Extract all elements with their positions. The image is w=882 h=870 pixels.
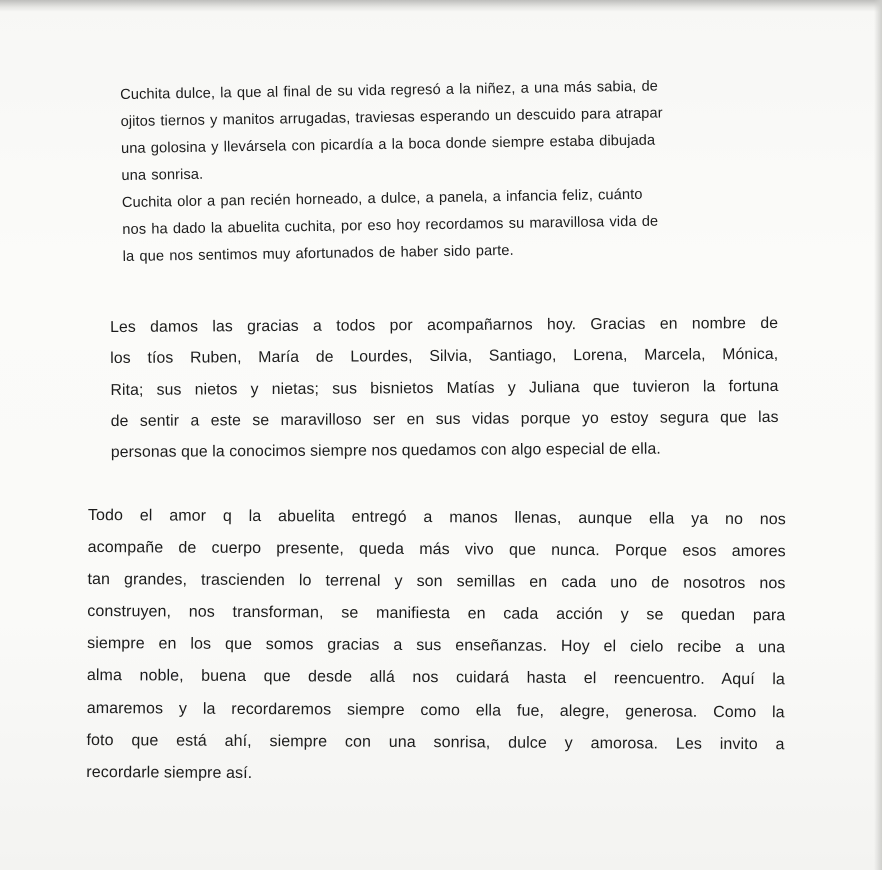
paragraph-farewell (86, 500, 786, 793)
paragraph-thanks (110, 308, 779, 469)
text-line: nos ha dado la abuelita cuchita, por eso hoy recordamos su maravillosa vida de (122, 213, 659, 238)
text-line: de sentir a este se maravilloso ser en sus vidas porque yo estoy segura que las (110, 408, 779, 430)
text-line: Todo el amor q la abuelita entregó a manos llenas, aunque ella ya no nos (87, 506, 786, 529)
paper-right-edge-shadow (874, 0, 882, 870)
text-line: Cuchita dulce, la que al final de su vida regresó a la niñez, a una más sabia, de (120, 78, 659, 103)
text-line: una golosina y llevársela con picardía a la boca donde siempre estaba dibujada (120, 132, 656, 157)
text-line: amaremos y la recordaremos siempre como ella fue, alegre, generosa. Como la (86, 699, 785, 721)
text-line: construyen, nos transforman, se manifiesta en cada acción y se quedan para (87, 603, 786, 625)
text-line: una sonrisa. (121, 166, 204, 184)
text-line: acompañe de cuerpo presente, queda más vivo que nunca. Porque esos amores (87, 539, 786, 561)
text-line: la que nos sentimos muy afortunados de haber sido parte. (122, 242, 514, 265)
paragraph-intro (120, 72, 773, 271)
text-line: los tíos Ruben, María de Lourdes, Silvia, Santiago, Lorena, Marcela, Mónica, (110, 346, 779, 368)
text-line: Cuchita olor a pan recién horneado, a dulce, a panela, a infancia feliz, cuánto (121, 186, 643, 211)
text-line: Rita; sus nietos y nietas; sus bisnietos Matías y Juliana que tuvieron la fortuna (110, 377, 779, 399)
text-line: ojitos tiernos y manitos arrugadas, traviesas esperando un descuido para atrapar (120, 105, 663, 130)
text-line: alma noble, buena que desde allá nos cuidará hasta el reencuentro. Aquí la (86, 667, 785, 689)
text-line: recordarle siempre así. (86, 763, 253, 782)
paper-top-edge-shadow (0, 0, 882, 12)
text-line: tan grandes, trascienden lo terrenal y son semillas en cada uno de nosotros nos (87, 571, 786, 593)
text-line: siempre en los que somos gracias a sus enseñanzas. Hoy el cielo recibe a una (87, 635, 786, 657)
text-line: personas que la conocimos siempre nos quedamos con algo especial de ella. (110, 440, 661, 462)
text-line: foto que está ahí, siempre con una sonrisa, dulce y amorosa. Les invito a (86, 731, 785, 753)
text-line: Les damos las gracias a todos por acompañarnos hoy. Gracias en nombre de (110, 314, 779, 336)
